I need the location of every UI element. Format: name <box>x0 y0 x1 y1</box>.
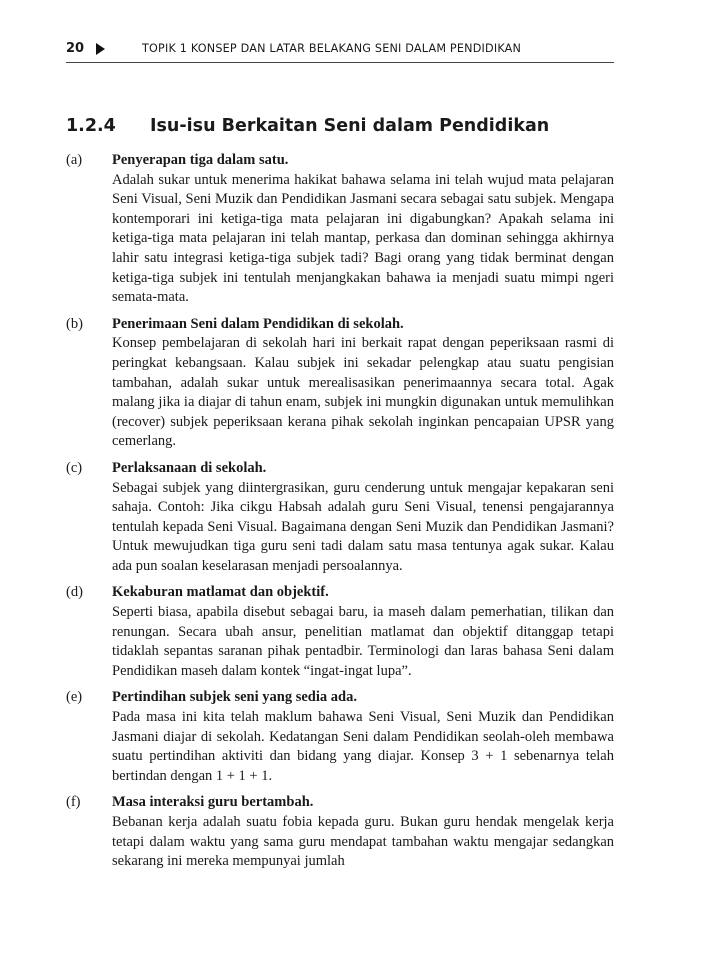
issue-list <box>66 151 614 879</box>
item-text: Adalah sukar untuk menerima hakikat bahawa selama ini telah wujud mata pelajaran Seni Visual, Seni Muzik dan Pendidikan Jasmani secara sebagai satu subjek. Mengapa kontemporari ini ketiga-tiga mata pelajaran ini digabungkan? Apakah selama ini ketiga-tiga mata pelajaran ini telah mantap, perkasa dan dominan sehingga akhirnya lahir satu integrasi ketiga-tiga subjek tadi? Bagi orang yang tidak berminat dengan ketiga-tiga subjek ini tentulah menjangkakan bahawa ia menjadi suatu mimpi ngeri semata-mata. <box>112 171 614 306</box>
list-item <box>66 583 614 681</box>
item-text: Sebagai subjek yang diintergrasikan, guru cenderung untuk mengajar kepakaran seni sahaja. Contoh: Jika cikgu Habsah adalah guru Seni Visual, tenensi pengajarannya tentulah kepada Seni Visual. Bagaimana dengan Seni Muzik dan Pendidikan Jasmani? Untuk mewujudkan tiga guru seni tadi dalam satu masa tentunya agak sukar. Kalau ada pun soalan keselarasan menjadi persoalannya. <box>112 479 614 574</box>
item-letter: (e) <box>66 689 83 706</box>
item-title: Masa interaksi guru bertambah. <box>112 794 314 811</box>
item-title: Pertindihan subjek seni yang sedia ada. <box>112 689 357 706</box>
list-item <box>66 459 614 577</box>
list-item <box>66 793 614 871</box>
list-item <box>66 315 614 452</box>
item-text: Bebanan kerja adalah suatu fobia kepada guru. Bukan guru hendak mengelak kerja tetapi dalam waktu yang sama guru mendapat tambahan waktu mengajar sedangkan sekarang ini mereka mempunyai jumlah <box>112 814 614 870</box>
running-header <box>66 38 614 63</box>
item-title: Kekaburan matlamat dan objektif. <box>112 584 329 601</box>
section-title: Isu-isu Berkaitan Seni dalam Pendidikan <box>150 116 550 136</box>
item-title: Perlaksanaan di sekolah. <box>112 459 267 476</box>
item-letter: (c) <box>66 459 83 476</box>
item-letter: (a) <box>66 152 83 168</box>
item-title: Penyerapan tiga dalam satu. <box>112 152 289 168</box>
section-heading <box>66 116 549 136</box>
item-text: Konsep pembelajaran di sekolah hari ini berkait rapat dengan peperiksaan rasmi di peringkat kebangsaan. Kalau subjek ini sekadar pelengkap atau suatu pengisian tambahan, adalah sukar untuk merealisasikan penerimaannya secara total. Agak malang jika ia diajar di tahun enam, subjek ini mungkin digunakan untuk memulihkan (recover) subjek peperiksaan kerana pihak sekolah inginkan pencapaian UPSR yang cemerlang. <box>112 335 614 450</box>
page-number: 20 <box>66 41 85 56</box>
section-number: 1.2.4 <box>66 116 116 136</box>
item-letter: (f) <box>66 794 81 811</box>
item-text: Seperti biasa, apabila disebut sebagai baru, ia maseh dalam pemerhatian, tilikan dan renungan. Secara ubah ansur, penelitian matlamat dan objektif ditanggap tetapi tidaklah sepantas saranan pihak pentadbir. Terminologi dan laras bahasa Seni dalam Pendidikan maseh dalam kontek “ingat-ingat lupa”. <box>112 604 614 679</box>
item-title: Penerimaan Seni dalam Pendidikan di sekolah. <box>112 315 404 332</box>
item-letter: (b) <box>66 315 83 332</box>
item-text: Pada masa ini kita telah maklum bahawa Seni Visual, Seni Muzik dan Pendidikan Jasmani diajar di sekolah. Kedatangan Seni dalam Pendidikan seolah-oleh membawa suatu pertindihan aktiviti dan bidang yang diajar. Konsep 3 + 1 sebenarnya telah bertindan dengan 1 + 1 + 1. <box>112 709 614 784</box>
arrow-right-icon <box>96 43 105 55</box>
list-item <box>66 151 614 308</box>
running-head-title: TOPIK 1 KONSEP DAN LATAR BELAKANG SENI DALAM PENDIDIKAN <box>142 42 522 55</box>
item-letter: (d) <box>66 584 83 601</box>
list-item <box>66 688 614 786</box>
